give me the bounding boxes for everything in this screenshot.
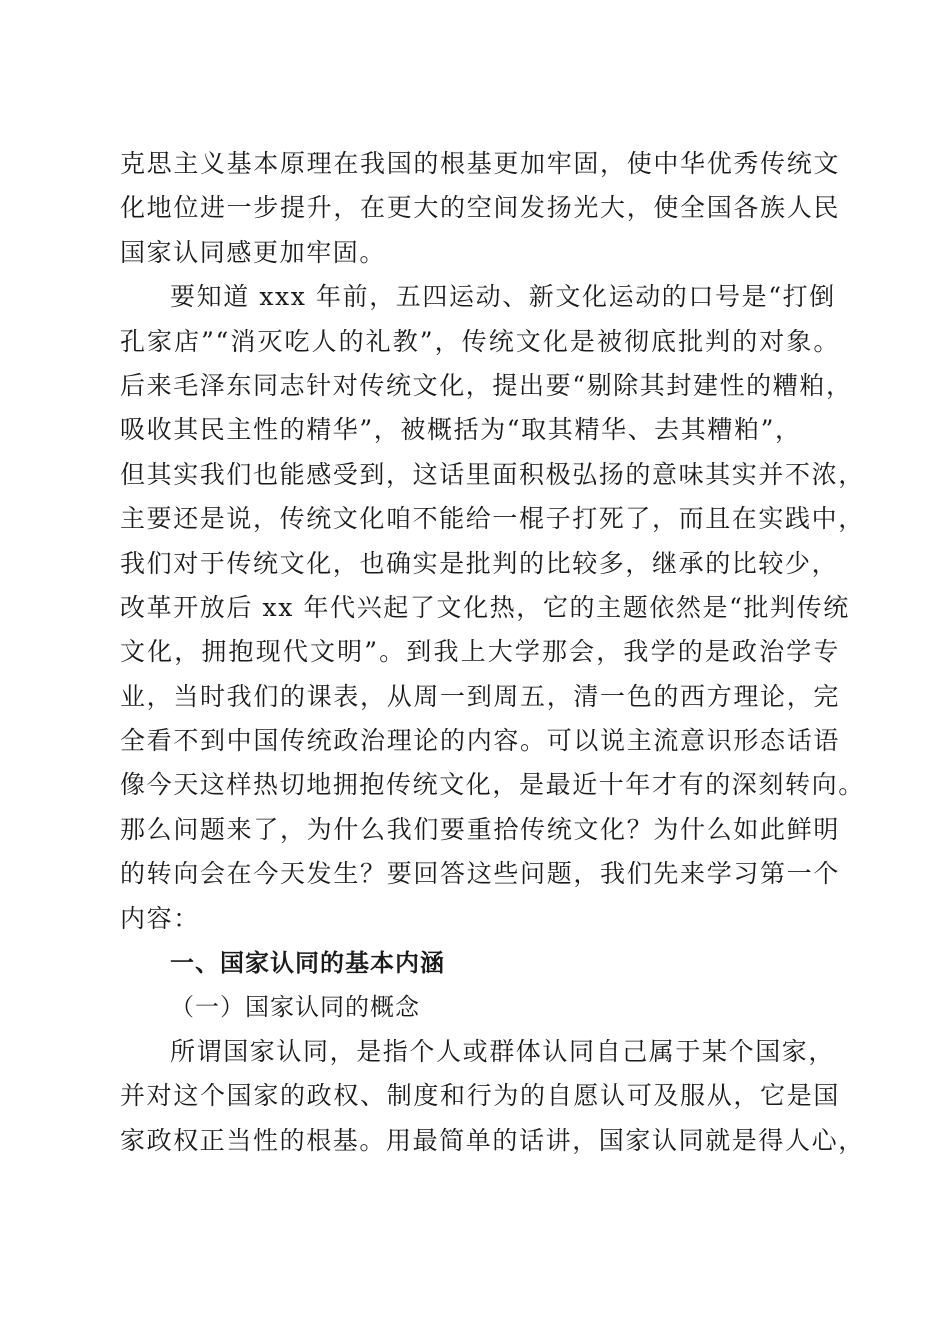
- paragraph-line: 内容：: [120, 903, 200, 933]
- paragraph-line: 文化，拥抱现代文明”。到我上大学那会，我学的是政治学专: [120, 637, 840, 667]
- paragraph-line: 所谓国家认同，是指个人或群体认同自己属于某个国家，: [170, 1036, 836, 1066]
- paragraph-line: 我们对于传统文化，也确实是批判的比较多，继承的比较少，: [120, 548, 839, 578]
- paragraph-line: 化地位进一步提升，在更大的空间发扬光大，使全国各族人民: [120, 193, 840, 223]
- paragraph-line: 改革开放后 xx 年代兴起了文化热，它的主题依然是“批判传统: [120, 592, 850, 622]
- paragraph-line: 吸收其民主性的精华”，被概括为“取其精华、去其糟粕”，: [120, 415, 802, 445]
- paragraph-line: 主要还是说，传统文化咱不能给一棍子打死了，而且在实践中，: [120, 504, 865, 534]
- paragraph-3: [120, 1030, 865, 1163]
- paragraph-line: 克思主义基本原理在我国的根基更加牢固，使中华优秀传统文: [120, 149, 840, 178]
- paragraph-line: 国家认同感更加牢固。: [120, 237, 387, 267]
- paragraph-line: 像今天这样热切地拥抱传统文化，是最近十年才有的深刻转向。: [120, 770, 865, 800]
- paragraph-1: [120, 142, 840, 275]
- paragraph-line: 家政权正当性的根基。用最简单的话讲，国家认同就是得人心，: [120, 1125, 865, 1155]
- paragraph-line: 全看不到中国传统政治理论的内容。可以说主流意识形态话语: [120, 726, 840, 756]
- paragraph-line: 业，当时我们的课表，从周一到周五，清一色的西方理论，完: [120, 681, 840, 711]
- paragraph-line: 的转向会在今天发生？要回答这些问题，我们先来学习第一个: [120, 859, 840, 889]
- paragraph-line: 那么问题来了，为什么我们要重拾传统文化？为什么如此鲜明: [120, 814, 840, 844]
- section-heading: 一、国家认同的基本内涵: [170, 949, 445, 978]
- paragraph-line: 要知道 xxx 年前，五四运动、新文化运动的口号是“打倒: [170, 282, 836, 312]
- subsection-heading: （一）国家认同的概念: [170, 993, 420, 1022]
- document-body: [120, 142, 865, 1163]
- paragraph-line: 孔家店”“消灭吃人的礼教”，传统文化是被彻底批判的对象。: [120, 326, 840, 356]
- paragraph-2: [120, 275, 865, 941]
- paragraph-line: 后来毛泽东同志针对传统文化，提出要“剔除其封建性的糟粕，: [120, 370, 853, 400]
- paragraph-line: 但其实我们也能感受到，这话里面积极弘扬的意味其实并不浓，: [120, 459, 865, 489]
- paragraph-line: 并对这个国家的政权、制度和行为的自愿认可及服从，它是国: [120, 1081, 840, 1111]
